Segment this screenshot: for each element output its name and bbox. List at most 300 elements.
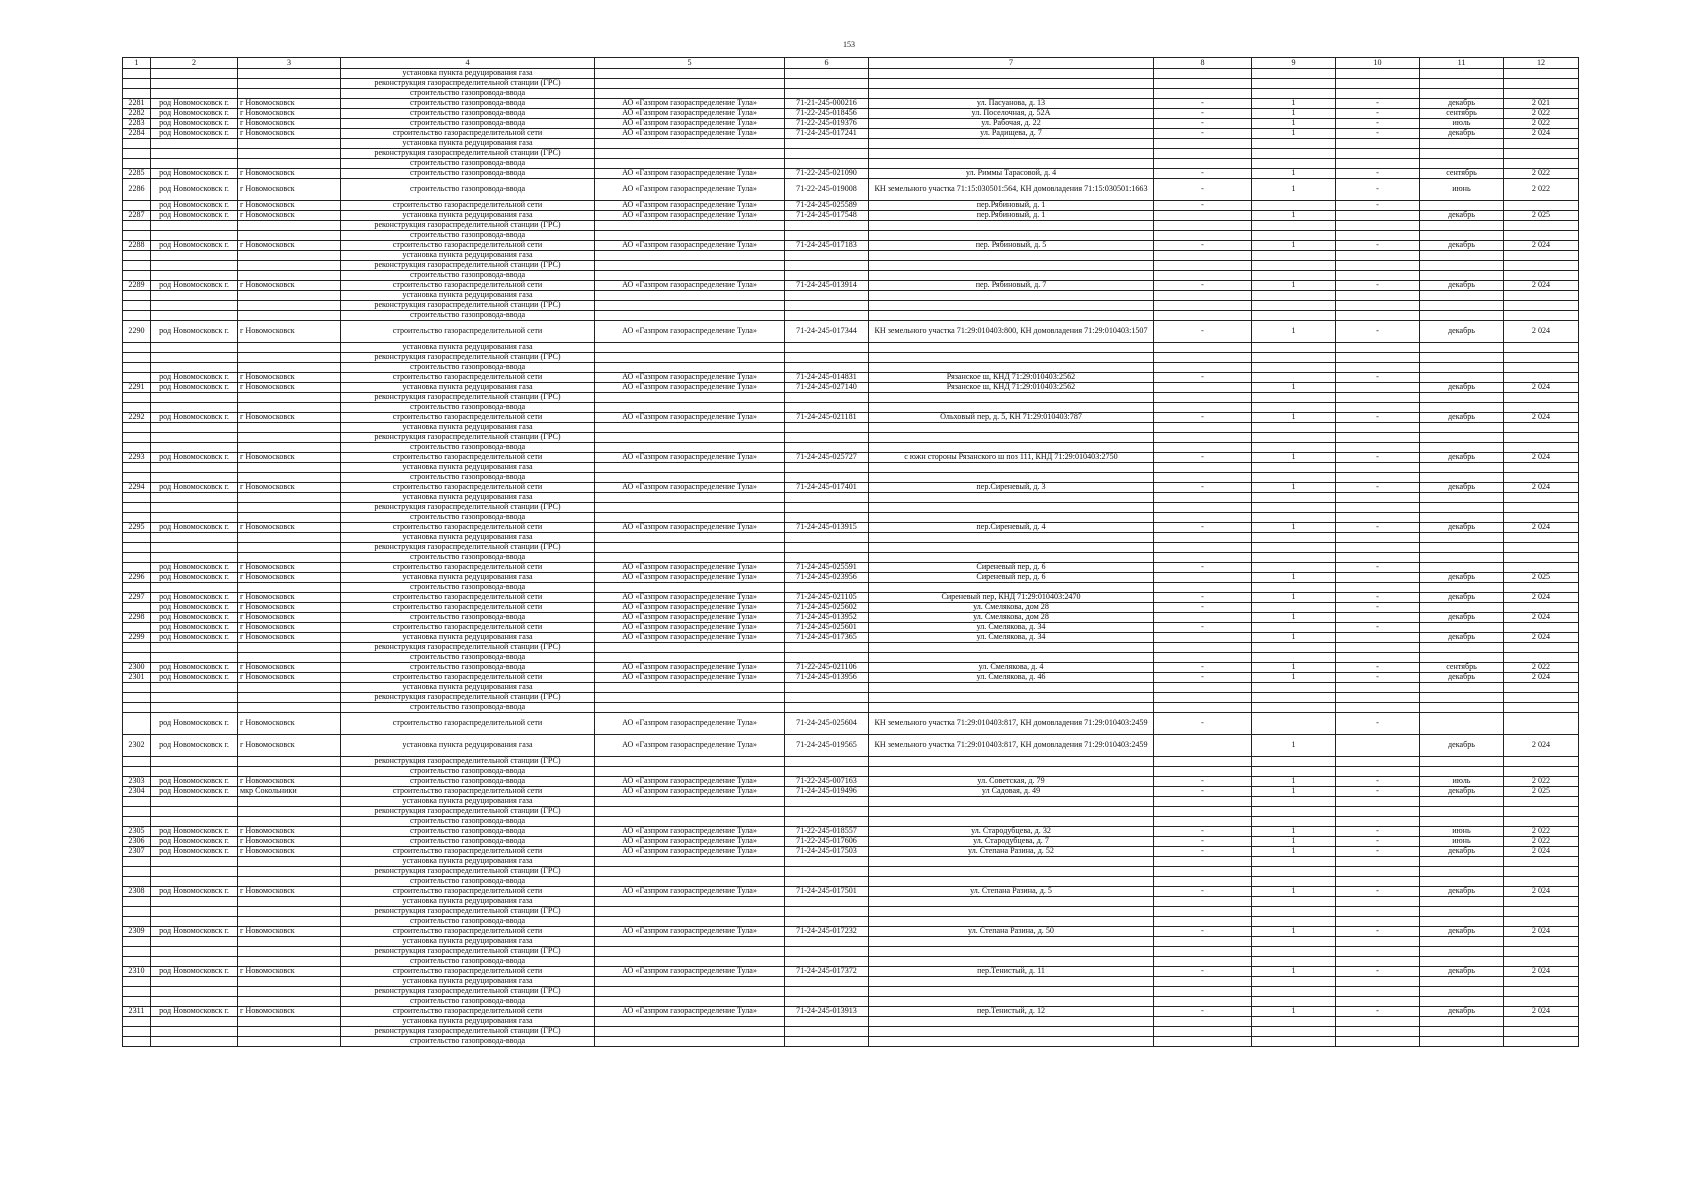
table-cell-col-9 [1252, 997, 1336, 1007]
table-cell-col-7: ул. Смелякова, дом 28 [869, 613, 1154, 623]
table-cell-col-3 [238, 403, 341, 413]
table-cell-col-5 [595, 917, 785, 927]
column-header-7: 7 [869, 58, 1154, 69]
column-header-1: 1 [123, 58, 151, 69]
table-row [123, 533, 1579, 543]
table-row [123, 673, 1579, 683]
table-cell-col-4: установка пункта редуцирования газа [341, 633, 595, 643]
table-cell-col-2 [151, 503, 238, 513]
table-cell-col-12: 2 022 [1504, 109, 1579, 119]
table-cell-col-4: строительство газораспределительной сети [341, 129, 595, 139]
table-cell-col-2: род Новомосковск г. [151, 99, 238, 109]
table-cell-col-11: июль [1420, 119, 1504, 129]
table-cell-col-5: АО «Газпром газораспределение Тула» [595, 673, 785, 683]
table-cell-col-7 [869, 271, 1154, 281]
table-cell-col-3 [238, 473, 341, 483]
table-cell-col-6: 71-24-245-013914 [785, 281, 869, 291]
table-cell-col-5: АО «Газпром газораспределение Тула» [595, 735, 785, 757]
table-cell-col-7 [869, 553, 1154, 563]
table-cell-col-3 [238, 291, 341, 301]
table-cell-col-6: 71-24-245-013956 [785, 673, 869, 683]
table-cell-col-6 [785, 987, 869, 997]
table-cell-col-12 [1504, 907, 1579, 917]
table-cell-col-1 [123, 867, 151, 877]
table-cell-col-3: г Новомосковск [238, 593, 341, 603]
table-cell-col-1: 2298 [123, 613, 151, 623]
table-cell-col-2 [151, 817, 238, 827]
table-cell-col-3 [238, 917, 341, 927]
table-cell-col-9: 1 [1252, 211, 1336, 221]
table-cell-col-10: - [1336, 201, 1420, 211]
table-row [123, 109, 1579, 119]
table-cell-col-2 [151, 757, 238, 767]
table-cell-col-1 [123, 493, 151, 503]
table-cell-col-6: 71-24-245-023956 [785, 573, 869, 583]
table-cell-col-1 [123, 997, 151, 1007]
table-row [123, 967, 1579, 977]
table-cell-col-8 [1154, 735, 1252, 757]
table-cell-col-6 [785, 543, 869, 553]
table-cell-col-2: род Новомосковск г. [151, 967, 238, 977]
table-cell-col-11 [1420, 201, 1504, 211]
table-cell-col-11 [1420, 947, 1504, 957]
table-cell-col-10 [1336, 653, 1420, 663]
table-cell-col-10 [1336, 643, 1420, 653]
table-cell-col-10 [1336, 493, 1420, 503]
table-cell-col-12 [1504, 301, 1579, 311]
table-cell-col-2 [151, 433, 238, 443]
table-row [123, 201, 1579, 211]
table-cell-col-3 [238, 653, 341, 663]
table-cell-col-10 [1336, 69, 1420, 79]
table-cell-col-1 [123, 89, 151, 99]
table-cell-col-7 [869, 493, 1154, 503]
table-cell-col-2 [151, 423, 238, 433]
table-cell-col-3: г Новомосковск [238, 109, 341, 119]
table-cell-col-12 [1504, 653, 1579, 663]
table-cell-col-7 [869, 221, 1154, 231]
table-cell-col-3 [238, 69, 341, 79]
table-cell-col-10 [1336, 797, 1420, 807]
table-cell-col-5 [595, 797, 785, 807]
table-cell-col-4: реконструкция газораспределительной станции (ГРС) [341, 503, 595, 513]
table-cell-col-7 [869, 987, 1154, 997]
table-cell-col-11 [1420, 767, 1504, 777]
table-cell-col-7: пер.Тенистый, д. 11 [869, 967, 1154, 977]
table-cell-col-8: - [1154, 663, 1252, 673]
table-cell-col-1: 2305 [123, 827, 151, 837]
table-cell-col-4: строительство газопровода-ввода [341, 169, 595, 179]
table-cell-col-8: - [1154, 713, 1252, 735]
table-cell-col-9: 1 [1252, 1007, 1336, 1017]
table-cell-col-12 [1504, 149, 1579, 159]
table-cell-col-9 [1252, 423, 1336, 433]
table-cell-col-3 [238, 231, 341, 241]
table-row [123, 179, 1579, 201]
table-cell-col-6 [785, 1027, 869, 1037]
table-cell-col-3: г Новомосковск [238, 179, 341, 201]
table-cell-col-3: г Новомосковск [238, 321, 341, 343]
table-cell-col-4: строительство газораспределительной сети [341, 847, 595, 857]
table-row [123, 907, 1579, 917]
table-cell-col-6 [785, 353, 869, 363]
table-cell-col-7: пер.Рябиновый, д. 1 [869, 211, 1154, 221]
table-cell-col-7 [869, 89, 1154, 99]
table-cell-col-9 [1252, 553, 1336, 563]
table-cell-col-8 [1154, 553, 1252, 563]
table-row [123, 877, 1579, 887]
table-cell-col-8 [1154, 513, 1252, 523]
table-cell-col-12: 2 024 [1504, 847, 1579, 857]
table-cell-col-11 [1420, 553, 1504, 563]
table-cell-col-5: АО «Газпром газораспределение Тула» [595, 573, 785, 583]
table-cell-col-3: г Новомосковск [238, 673, 341, 683]
table-cell-col-2: род Новомосковск г. [151, 281, 238, 291]
table-row [123, 453, 1579, 463]
table-cell-col-8 [1154, 1027, 1252, 1037]
table-cell-col-5 [595, 343, 785, 353]
table-cell-col-6 [785, 503, 869, 513]
table-cell-col-9: 1 [1252, 887, 1336, 897]
table-cell-col-2 [151, 897, 238, 907]
table-cell-col-7 [869, 343, 1154, 353]
table-cell-col-10 [1336, 1017, 1420, 1027]
table-cell-col-1 [123, 159, 151, 169]
table-row [123, 119, 1579, 129]
table-cell-col-11 [1420, 311, 1504, 321]
table-cell-col-7 [869, 69, 1154, 79]
table-cell-col-12 [1504, 603, 1579, 613]
table-cell-col-3: г Новомосковск [238, 613, 341, 623]
table-cell-col-4: строительство газопровода-ввода [341, 159, 595, 169]
table-cell-col-2 [151, 1037, 238, 1047]
table-row [123, 403, 1579, 413]
table-cell-col-4: установка пункта редуцирования газа [341, 683, 595, 693]
table-cell-col-6 [785, 291, 869, 301]
table-cell-col-3 [238, 703, 341, 713]
table-cell-col-6 [785, 897, 869, 907]
table-cell-col-2: род Новомосковск г. [151, 201, 238, 211]
table-cell-col-8: - [1154, 373, 1252, 383]
table-cell-col-9 [1252, 877, 1336, 887]
table-cell-col-12 [1504, 703, 1579, 713]
table-cell-col-3 [238, 957, 341, 967]
table-cell-col-3: г Новомосковск [238, 633, 341, 643]
table-cell-col-10 [1336, 271, 1420, 281]
table-cell-col-4: строительство газораспределительной сети [341, 927, 595, 937]
table-cell-col-6: 71-24-245-027140 [785, 383, 869, 393]
table-cell-col-1 [123, 423, 151, 433]
page-number: 153 [843, 40, 855, 49]
table-cell-col-9 [1252, 533, 1336, 543]
table-row [123, 603, 1579, 613]
table-cell-col-8 [1154, 383, 1252, 393]
table-cell-col-2 [151, 89, 238, 99]
table-cell-col-4: реконструкция газораспределительной станции (ГРС) [341, 807, 595, 817]
table-row [123, 997, 1579, 1007]
table-cell-col-2 [151, 69, 238, 79]
table-cell-col-3 [238, 251, 341, 261]
table-cell-col-8: - [1154, 787, 1252, 797]
table-cell-col-10: - [1336, 373, 1420, 383]
table-cell-col-6 [785, 221, 869, 231]
table-cell-col-8 [1154, 653, 1252, 663]
table-cell-col-9 [1252, 251, 1336, 261]
table-cell-col-9 [1252, 1037, 1336, 1047]
table-cell-col-12 [1504, 291, 1579, 301]
table-cell-col-2 [151, 393, 238, 403]
table-cell-col-8: - [1154, 847, 1252, 857]
table-cell-col-7 [869, 463, 1154, 473]
table-cell-col-3: г Новомосковск [238, 927, 341, 937]
table-cell-col-5 [595, 907, 785, 917]
table-cell-col-7 [869, 817, 1154, 827]
table-cell-col-8 [1154, 1037, 1252, 1047]
table-cell-col-5: АО «Газпром газораспределение Тула» [595, 623, 785, 633]
table-cell-col-6 [785, 159, 869, 169]
table-cell-col-12 [1504, 713, 1579, 735]
table-cell-col-11: сентябрь [1420, 663, 1504, 673]
table-cell-col-8 [1154, 997, 1252, 1007]
table-cell-col-9: 1 [1252, 593, 1336, 603]
table-cell-col-12: 2 024 [1504, 673, 1579, 683]
table-cell-col-2 [151, 797, 238, 807]
table-cell-col-9 [1252, 917, 1336, 927]
table-row [123, 563, 1579, 573]
table-cell-col-10: - [1336, 713, 1420, 735]
table-cell-col-11 [1420, 917, 1504, 927]
table-cell-col-9 [1252, 987, 1336, 997]
table-cell-col-6: 71-24-245-021105 [785, 593, 869, 603]
table-cell-col-12: 2 022 [1504, 663, 1579, 673]
table-cell-col-8: - [1154, 927, 1252, 937]
table-cell-col-11 [1420, 713, 1504, 735]
table-cell-col-6: 71-24-245-017372 [785, 967, 869, 977]
table-cell-col-5: АО «Газпром газораспределение Тула» [595, 169, 785, 179]
table-cell-col-6 [785, 767, 869, 777]
table-cell-col-5 [595, 583, 785, 593]
table-cell-col-3: г Новомосковск [238, 603, 341, 613]
table-cell-col-3 [238, 867, 341, 877]
table-cell-col-4: строительство газораспределительной сети [341, 281, 595, 291]
table-cell-col-9 [1252, 149, 1336, 159]
table-row [123, 251, 1579, 261]
table-cell-col-7 [869, 251, 1154, 261]
table-cell-col-12 [1504, 937, 1579, 947]
table-cell-col-2 [151, 149, 238, 159]
table-cell-col-12 [1504, 271, 1579, 281]
table-cell-col-5 [595, 897, 785, 907]
column-header-8: 8 [1154, 58, 1252, 69]
table-cell-col-12: 2 024 [1504, 413, 1579, 423]
table-cell-col-4: строительство газопровода-ввода [341, 311, 595, 321]
table-cell-col-11 [1420, 693, 1504, 703]
table-cell-col-7: ул. Рабочая, д. 22 [869, 119, 1154, 129]
table-row [123, 857, 1579, 867]
table-cell-col-6 [785, 271, 869, 281]
table-cell-col-9 [1252, 493, 1336, 503]
table-cell-col-6: 71-24-245-017183 [785, 241, 869, 251]
table-cell-col-12 [1504, 917, 1579, 927]
table-cell-col-8: - [1154, 109, 1252, 119]
table-cell-col-12: 2 024 [1504, 383, 1579, 393]
table-cell-col-11 [1420, 69, 1504, 79]
table-cell-col-5 [595, 69, 785, 79]
column-header-11: 11 [1420, 58, 1504, 69]
table-cell-col-11 [1420, 261, 1504, 271]
table-cell-col-2: род Новомосковск г. [151, 179, 238, 201]
table-cell-col-2 [151, 877, 238, 887]
table-cell-col-9 [1252, 301, 1336, 311]
table-cell-col-3: г Новомосковск [238, 281, 341, 291]
table-cell-col-10 [1336, 957, 1420, 967]
table-cell-col-6: 71-24-245-017344 [785, 321, 869, 343]
table-cell-col-6 [785, 423, 869, 433]
table-cell-col-3 [238, 1037, 341, 1047]
table-row [123, 89, 1579, 99]
table-cell-col-4: реконструкция газораспределительной станции (ГРС) [341, 261, 595, 271]
table-cell-col-9: 1 [1252, 673, 1336, 683]
table-cell-col-2 [151, 291, 238, 301]
table-cell-col-11 [1420, 403, 1504, 413]
table-cell-col-6: 71-24-245-017503 [785, 847, 869, 857]
table-cell-col-9: 1 [1252, 633, 1336, 643]
table-cell-col-2: род Новомосковск г. [151, 453, 238, 463]
table-cell-col-6 [785, 583, 869, 593]
table-cell-col-7 [869, 473, 1154, 483]
table-cell-col-5: АО «Газпром газораспределение Тула» [595, 129, 785, 139]
table-cell-col-6 [785, 867, 869, 877]
table-cell-col-12: 2 024 [1504, 453, 1579, 463]
header-row [123, 58, 1579, 69]
table-cell-col-11 [1420, 433, 1504, 443]
table-cell-col-9: 1 [1252, 179, 1336, 201]
table-cell-col-10 [1336, 363, 1420, 373]
table-cell-col-1 [123, 897, 151, 907]
table-cell-col-5 [595, 553, 785, 563]
table-cell-col-1 [123, 877, 151, 887]
table-cell-col-4: установка пункта редуцирования газа [341, 291, 595, 301]
table-cell-col-7 [869, 1037, 1154, 1047]
table-cell-col-4: установка пункта редуцирования газа [341, 797, 595, 807]
table-cell-col-4: реконструкция газораспределительной станции (ГРС) [341, 301, 595, 311]
table-cell-col-10 [1336, 897, 1420, 907]
table-cell-col-12: 2 024 [1504, 241, 1579, 251]
table-cell-col-3 [238, 443, 341, 453]
table-cell-col-5 [595, 877, 785, 887]
table-cell-col-10 [1336, 231, 1420, 241]
table-row [123, 463, 1579, 473]
table-cell-col-11 [1420, 393, 1504, 403]
table-cell-col-11 [1420, 1037, 1504, 1047]
table-cell-col-10: - [1336, 847, 1420, 857]
table-row [123, 321, 1579, 343]
table-cell-col-2: род Новомосковск г. [151, 777, 238, 787]
table-cell-col-2: род Новомосковск г. [151, 603, 238, 613]
table-cell-col-6 [785, 393, 869, 403]
table-cell-col-1 [123, 443, 151, 453]
table-cell-col-6 [785, 343, 869, 353]
table-row [123, 513, 1579, 523]
table-row [123, 149, 1579, 159]
table-cell-col-8 [1154, 573, 1252, 583]
table-cell-col-9 [1252, 261, 1336, 271]
table-cell-col-2 [151, 987, 238, 997]
table-cell-col-3 [238, 643, 341, 653]
table-row [123, 703, 1579, 713]
table-cell-col-1 [123, 403, 151, 413]
table-cell-col-11 [1420, 1027, 1504, 1037]
table-cell-col-6 [785, 957, 869, 967]
table-cell-col-1: 2306 [123, 837, 151, 847]
table-cell-col-8: - [1154, 483, 1252, 493]
table-cell-col-7 [869, 503, 1154, 513]
table-cell-col-1 [123, 907, 151, 917]
table-cell-col-10 [1336, 937, 1420, 947]
table-cell-col-1 [123, 713, 151, 735]
table-cell-col-9: 1 [1252, 847, 1336, 857]
table-cell-col-8: - [1154, 241, 1252, 251]
table-cell-col-12 [1504, 513, 1579, 523]
table-row [123, 947, 1579, 957]
table-cell-col-11: декабрь [1420, 321, 1504, 343]
table-cell-col-9 [1252, 89, 1336, 99]
table-cell-col-4: установка пункта редуцирования газа [341, 139, 595, 149]
table-cell-col-1 [123, 433, 151, 443]
table-cell-col-5 [595, 693, 785, 703]
table-cell-col-3 [238, 797, 341, 807]
table-cell-col-11: сентябрь [1420, 109, 1504, 119]
table-cell-col-10: - [1336, 321, 1420, 343]
table-cell-col-4: строительство газораспределительной сети [341, 453, 595, 463]
table-cell-col-4: строительство газопровода-ввода [341, 767, 595, 777]
table-cell-col-9 [1252, 503, 1336, 513]
table-cell-col-4: строительство газораспределительной сети [341, 563, 595, 573]
table-cell-col-4: установка пункта редуцирования газа [341, 533, 595, 543]
table-cell-col-3 [238, 393, 341, 403]
table-row [123, 987, 1579, 997]
table-cell-col-9: 1 [1252, 735, 1336, 757]
table-cell-col-3 [238, 343, 341, 353]
table-cell-col-2 [151, 643, 238, 653]
table-cell-col-5 [595, 767, 785, 777]
table-cell-col-10 [1336, 433, 1420, 443]
table-row [123, 311, 1579, 321]
table-cell-col-10 [1336, 757, 1420, 767]
table-cell-col-12 [1504, 79, 1579, 89]
table-cell-col-11 [1420, 443, 1504, 453]
table-cell-col-4: установка пункта редуцирования газа [341, 463, 595, 473]
table-cell-col-2: род Новомосковск г. [151, 321, 238, 343]
table-cell-col-7 [869, 301, 1154, 311]
table-row [123, 159, 1579, 169]
table-cell-col-7 [869, 897, 1154, 907]
table-cell-col-5 [595, 403, 785, 413]
table-cell-col-4: строительство газораспределительной сети [341, 523, 595, 533]
table-cell-col-2: род Новомосковск г. [151, 847, 238, 857]
table-cell-col-1 [123, 291, 151, 301]
table-cell-col-4: строительство газопровода-ввода [341, 997, 595, 1007]
table-cell-col-7: Рязанское ш, КНД 71:29:010403:2562 [869, 383, 1154, 393]
table-cell-col-9 [1252, 139, 1336, 149]
table-cell-col-11: декабрь [1420, 633, 1504, 643]
table-cell-col-6 [785, 149, 869, 159]
table-cell-col-3 [238, 857, 341, 867]
table-cell-col-2 [151, 159, 238, 169]
table-cell-col-8 [1154, 643, 1252, 653]
table-cell-col-11 [1420, 231, 1504, 241]
table-cell-col-9: 1 [1252, 241, 1336, 251]
